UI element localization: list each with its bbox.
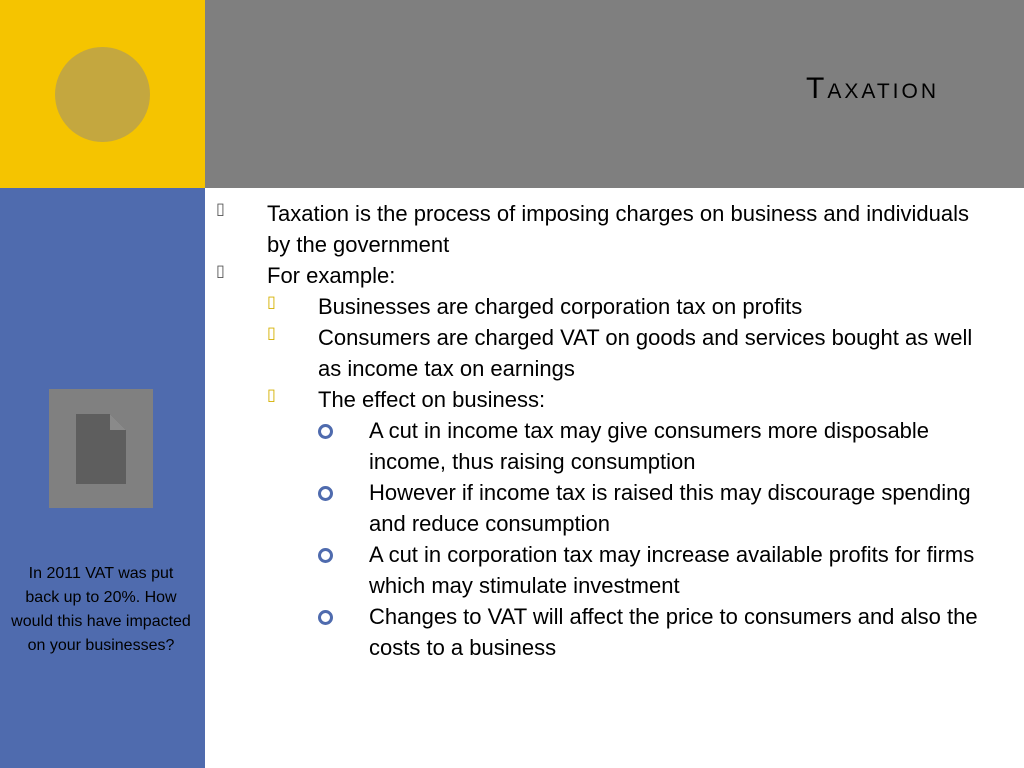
- bullet-text: Taxation is the process of imposing charges on business and individuals by the government: [267, 201, 969, 257]
- bullet-item: [214, 260, 994, 291]
- bullet-item: [214, 477, 994, 539]
- circle-bullet-icon: [318, 548, 333, 563]
- square-bullet-icon: ▯: [216, 201, 225, 218]
- document-icon: [76, 414, 126, 489]
- bullet-item: [214, 384, 994, 415]
- bullet-item: [214, 291, 994, 322]
- bullet-item: [214, 198, 994, 260]
- side-note: In 2011 VAT was put back up to 20%. How would this have impacted on your businesses?: [11, 565, 191, 654]
- slide-title: Taxation: [806, 72, 939, 105]
- image-placeholder: [49, 389, 153, 508]
- decorative-circle: [55, 47, 150, 142]
- square-bullet-icon: ▯: [267, 325, 276, 342]
- circle-bullet-icon: [318, 424, 333, 439]
- bullet-text: A cut in income tax may give consumers more disposable income, thus raising consumption: [369, 418, 930, 474]
- square-bullet-icon: ▯: [267, 294, 276, 311]
- square-bullet-icon: ▯: [267, 387, 276, 404]
- bullet-item: [214, 415, 994, 477]
- bullet-text: Businesses are charged corporation tax on profits: [318, 294, 803, 319]
- circle-bullet-icon: [318, 610, 333, 625]
- bullet-text: For example:: [267, 263, 396, 288]
- square-bullet-icon: ▯: [216, 263, 225, 280]
- bullet-item: [214, 601, 994, 663]
- bullet-text: However if income tax is raised this may discourage spending and reduce consumption: [369, 480, 971, 536]
- bullet-text: Consumers are charged VAT on goods and services bought as well as income tax on earnings: [318, 325, 973, 381]
- bullet-text: Changes to VAT will affect the price to consumers and also the costs to a business: [369, 604, 978, 660]
- circle-bullet-icon: [318, 486, 333, 501]
- bullet-text: A cut in corporation tax may increase available profits for firms which may stimulate investment: [369, 542, 975, 598]
- yellow-accent-block: [0, 0, 205, 188]
- bullet-item: [214, 322, 994, 384]
- bullet-text: The effect on business:: [318, 387, 546, 412]
- bullet-item: [214, 539, 994, 601]
- bullet-list: [214, 198, 994, 663]
